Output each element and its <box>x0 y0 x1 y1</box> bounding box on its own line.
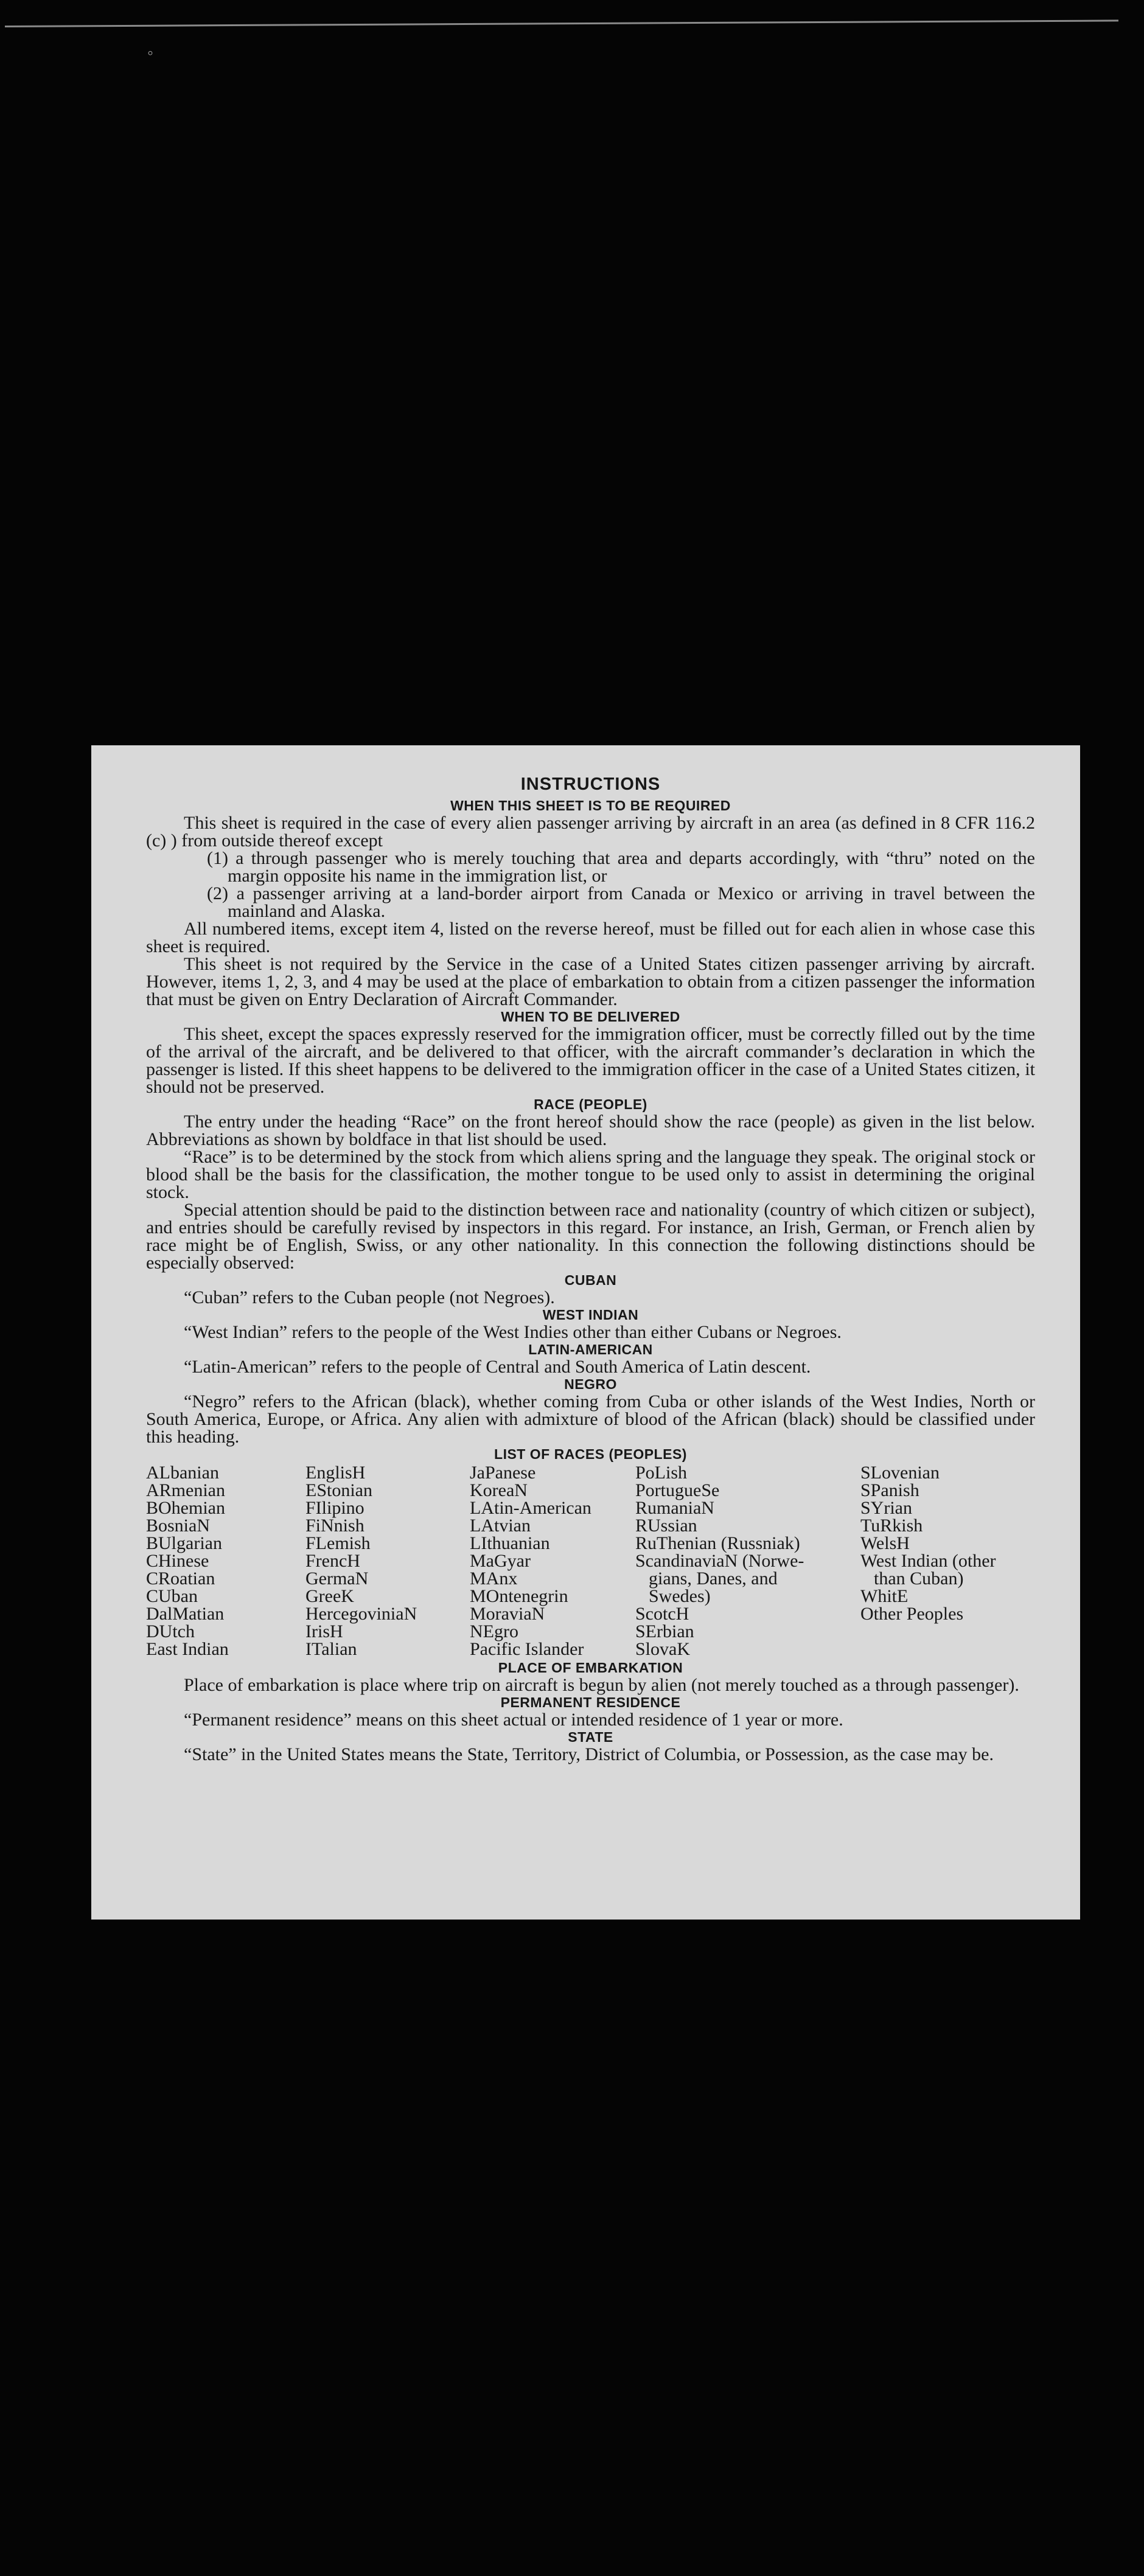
paragraph: All numbered items, except item 4, listed on the reverse hereof, must be filled out for each alien in whose case this sheet is required. <box>146 919 1035 956</box>
race-entry: FrencH <box>305 1551 360 1571</box>
race-entry: WelsH <box>860 1533 910 1553</box>
race-entry: Other Peoples <box>860 1604 964 1624</box>
race-entry: DalMatian <box>146 1604 225 1624</box>
race-entry: TuRkish <box>860 1516 923 1536</box>
race-entry: BosniaN <box>146 1516 210 1536</box>
paragraph: “West Indian” refers to the people of the West Indies other than either Cubans or Negroes. <box>184 1322 842 1342</box>
paragraph: Place of embarkation is place where trip on aircraft is begun by alien (not merely touched as a through passenger). <box>184 1675 1019 1695</box>
paragraph: The entry under the heading “Race” on the front hereof should show the race (people) as given in the list below. Abbreviations as shown by boldface in that list should be used. <box>146 1112 1035 1149</box>
race-entry: FLemish <box>305 1533 371 1553</box>
race-entry: GermaN <box>305 1568 369 1589</box>
race-entry: GreeK <box>305 1586 354 1606</box>
race-entry: NEgro <box>470 1621 518 1641</box>
race-entry: ARmenian <box>146 1480 225 1500</box>
race-entry: RumaniaN <box>635 1498 714 1518</box>
scan-border-line <box>5 19 1118 27</box>
heading-west-indian: WEST INDIAN <box>542 1307 639 1323</box>
race-entry: East Indian <box>146 1639 229 1659</box>
race-entry: LIthuanian <box>470 1533 550 1553</box>
race-entry: ScandinaviaN (Norwe- <box>635 1551 804 1571</box>
race-entry: than Cuban) <box>874 1568 964 1589</box>
paragraph: “Permanent residence” means on this sheet actual or intended residence of 1 year or more. <box>184 1710 843 1730</box>
race-entry: West Indian (other <box>860 1551 996 1571</box>
races-column-1 <box>146 1464 305 1658</box>
races-column-4 <box>635 1464 860 1658</box>
races-column-5 <box>860 1464 1043 1658</box>
race-entry: EnglisH <box>305 1463 366 1483</box>
race-entry: ITalian <box>305 1639 357 1659</box>
scan-punch-hole: ◦ <box>147 44 153 63</box>
paragraph: This sheet, except the spaces expressly reserved for the immigration officer, must be correctly filled out by the time of the arrival of the aircraft, and be delivered to that officer, with the aircraft commander’s declaration in which the passenger is listed. If this sheet happens to be delivered to the immigration officer in the case of a United States citizen, it should not be preserved. <box>146 1024 1035 1097</box>
race-entry: IrisH <box>305 1621 343 1641</box>
paragraph: This sheet is required in the case of every alien passenger arriving by aircraft in an area (as defined in 8 CFR 116.2 (c) ) from outside thereof except <box>146 813 1035 851</box>
race-entry: CUban <box>146 1586 198 1606</box>
paragraph: “Negro” refers to the African (black), whether coming from Cuba or other islands of the West Indies, North or South America, Europe, or Africa. Any alien with admixture of blood of the African (black) should be classified under this heading. <box>146 1391 1035 1447</box>
race-entry: LAtvian <box>470 1516 531 1536</box>
race-entry: KoreaN <box>470 1480 528 1500</box>
race-entry: ALbanian <box>146 1463 219 1483</box>
race-entry: DUtch <box>146 1621 195 1641</box>
race-entry: MAnx <box>470 1568 518 1589</box>
race-entry: LAtin-American <box>470 1498 591 1518</box>
heading-latin-american: LATIN-AMERICAN <box>528 1342 653 1357</box>
heading-state: STATE <box>568 1729 613 1745</box>
heading-when-required: WHEN THIS SHEET IS TO BE REQUIRED <box>450 798 731 813</box>
paragraph: Special attention should be paid to the distinction between race and nationality (country of which citizen or subject), and entries should be carefully revised by inspectors in this regard. For instance, an Irish, German, or French alien by race might be of English, Swiss, or any other nationality. In this connection the following distinctions should be especially observed: <box>146 1200 1035 1273</box>
races-column-3 <box>470 1464 635 1658</box>
race-entry: MaGyar <box>470 1551 531 1571</box>
race-entry: SYrian <box>860 1498 912 1518</box>
race-entry: FIlipino <box>305 1498 364 1518</box>
race-entry: ScotcH <box>635 1604 689 1624</box>
races-list <box>146 1464 1035 1658</box>
heading-when-delivered: WHEN TO BE DELIVERED <box>501 1009 680 1025</box>
race-entry: HercegoviniaN <box>305 1604 417 1624</box>
race-entry: SPanish <box>860 1480 919 1500</box>
race-entry: Swedes) <box>649 1586 711 1606</box>
race-entry: SlovaK <box>635 1639 690 1659</box>
race-entry: JaPanese <box>470 1463 536 1483</box>
race-entry: Pacific Islander <box>470 1639 584 1659</box>
race-entry: MoraviaN <box>470 1604 545 1624</box>
race-entry: EStonian <box>305 1480 372 1500</box>
race-entry: gians, Danes, and <box>649 1568 778 1589</box>
heading-cuban: CUBAN <box>564 1272 617 1288</box>
race-entry: BUlgarian <box>146 1533 222 1553</box>
paragraph: “Race” is to be determined by the stock from which aliens spring and the language they speak. The original stock or blood shall be the basis for the classification, the mother tongue to be used only to assist in determining the original stock. <box>146 1147 1035 1202</box>
heading-permanent-residence: PERMANENT RESIDENCE <box>500 1694 681 1710</box>
paragraph: This sheet is not required by the Service in the case of a United States citizen passenger arriving by aircraft. However, items 1, 2, 3, and 4 may be used at the place of embarkation to obtain from a citizen passenger the information that must be given on Entry Declaration of Aircraft Commander. <box>146 954 1035 1009</box>
heading-embarkation: PLACE OF EMBARKATION <box>498 1660 683 1676</box>
race-entry: PoLish <box>635 1463 688 1483</box>
race-entry: RUssian <box>635 1516 697 1536</box>
heading-race: RACE (PEOPLE) <box>534 1096 647 1112</box>
page-title: INSTRUCTIONS <box>520 775 661 794</box>
race-entry: SLovenian <box>860 1463 940 1483</box>
list-item: (1) a through passenger who is merely touching that area and departs accordingly, with “thru” noted on the margin opposite his name in the immigration list, or <box>207 848 1035 886</box>
heading-negro: NEGRO <box>564 1376 617 1392</box>
race-entry: SErbian <box>635 1621 694 1641</box>
paragraph: “State” in the United States means the State, Territory, District of Columbia, or Possession, as the case may be. <box>184 1744 994 1764</box>
paragraph: “Cuban” refers to the Cuban people (not Negroes). <box>184 1287 555 1307</box>
race-entry: CHinese <box>146 1551 209 1571</box>
races-column-2 <box>305 1464 470 1658</box>
race-entry: WhitE <box>860 1586 909 1606</box>
race-entry: PortugueSe <box>635 1480 720 1500</box>
instruction-sheet <box>91 745 1080 1920</box>
race-entry: BOhemian <box>146 1498 225 1518</box>
race-entry: CRoatian <box>146 1568 215 1589</box>
paragraph: “Latin-American” refers to the people of Central and South America of Latin descent. <box>184 1357 811 1377</box>
race-entry: FiNnish <box>305 1516 364 1536</box>
list-item: (2) a passenger arriving at a land-border airport from Canada or Mexico or arriving in travel between the mainland and Alaska. <box>207 883 1035 921</box>
race-entry: RuThenian (Russniak) <box>635 1533 800 1553</box>
heading-list-of-races: LIST OF RACES (PEOPLES) <box>494 1446 687 1462</box>
race-entry: MOntenegrin <box>470 1586 568 1606</box>
